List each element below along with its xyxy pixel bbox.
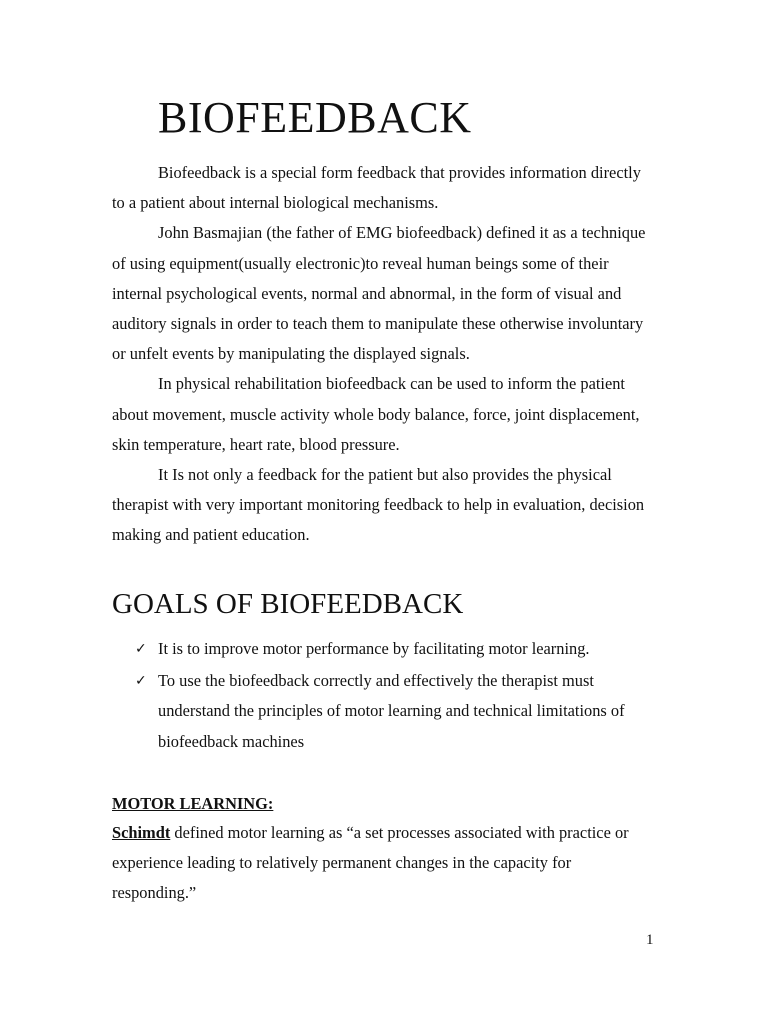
goal-text: To use the biofeedback correctly and effectively the therapist must understand the principles of motor learning and technical limitations of biofeedback machines [158, 671, 625, 751]
author-name: Schimdt [112, 823, 171, 842]
paragraph-therapist: It Is not only a feedback for the patient but also provides the physical therapist with very important monitoring feedback to help in evaluation, decision making and patient education. [112, 465, 645, 545]
checkmark-icon: ✓ [135, 641, 147, 657]
goals-heading: GOALS OF BIOFEEDBACK [112, 588, 464, 620]
goal-item [112, 634, 652, 664]
checkmark-icon: ✓ [135, 673, 147, 690]
paragraph-rehabilitation: In physical rehabilitation biofeedback can be used to inform the patient about movement, muscle activity whole body balance, force, joint displacement, skin temperature, heart rate, blood pressure. [112, 374, 640, 454]
motor-learning-heading: MOTOR LEARNING: [112, 794, 274, 813]
paragraph-definition: Biofeedback is a special form feedback that provides information directly to a patient about internal biological mechanisms. [112, 163, 641, 213]
motor-learning-definition [112, 818, 657, 909]
definition-text: defined motor learning as “a set processes associated with practice or experience leading to relatively permanent changes in the capacity for responding.” [112, 823, 629, 903]
document-title: BIOFEEDBACK [158, 93, 472, 142]
page-number: 1 [646, 932, 654, 948]
intro-section [112, 158, 652, 551]
paragraph-basmajian: John Basmajian (the father of EMG biofeedback) defined it as a technique of using equipment(usually electronic)to reveal human beings some of their internal psychological events, normal and abnormal, in the form of visual and auditory signals in order to teach them to manipulate these otherwise involuntary or unfelt events by manipulating the displayed signals. [112, 223, 646, 364]
goal-text: It is to improve motor performance by facilitating motor learning. [158, 639, 590, 658]
goal-item [112, 666, 652, 757]
goals-list [112, 634, 652, 759]
